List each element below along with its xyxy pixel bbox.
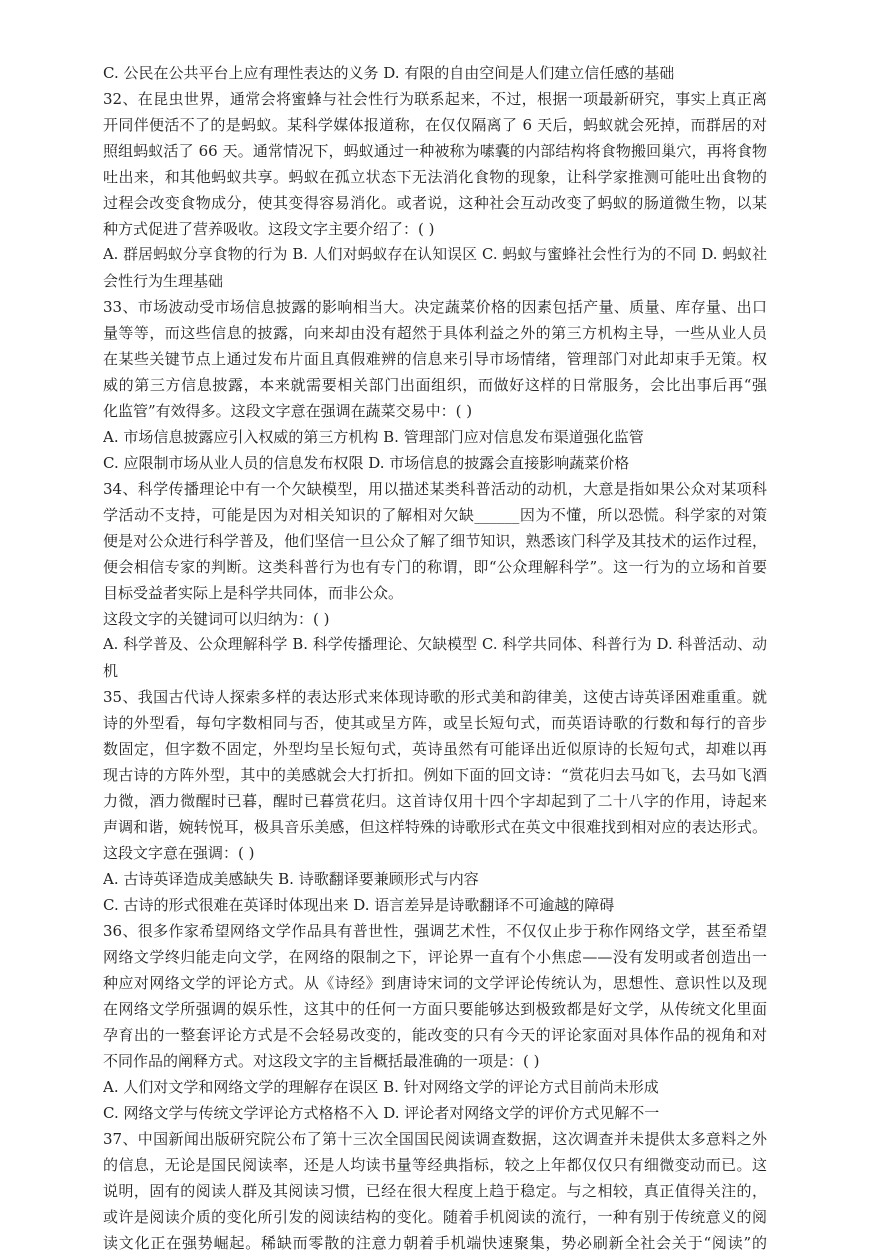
text-line: 吐出来，和其他蚂蚁共享。蚂蚁在孤立状态下无法消化食物的现象，让科学家推测可能吐出食物的 xyxy=(103,168,767,186)
text-line: 便会相信专家的判断。这类科普行为也有专门的称谓，即“公众理解科学”。这一行为的立场和首要 xyxy=(103,558,767,576)
text-line: 的信息，无论是国民阅读率，还是人均读书量等经典指标，较之上年都仅仅只有细微变动而已。这 xyxy=(103,1156,767,1174)
text-line: 力微，酒力微醒时已暮，醒时已暮赏花归。这首诗仅用十四个字却起到了二十八字的作用，诗起来 xyxy=(103,792,767,810)
text-line: 不同作品的阐释方式。对这段文字的主旨概括最准确的一项是：( ) xyxy=(103,1052,540,1070)
text-line: 这段文字意在强调：( ) xyxy=(103,844,255,862)
text-line: 34、科学传播理论中有一个欠缺模型，用以描述某类科普活动的动机，大意是指如果公众对某项科 xyxy=(103,480,767,498)
text-line: 36、很多作家希望网络文学作品具有普世性，强调艺术性，不仅仅止步于称作网络文学，甚至希望 xyxy=(103,922,767,940)
text-line: A. 人们对文学和网络文学的理解存在误区 B. 针对网络文学的评论方式目前尚未形成 xyxy=(103,1078,659,1096)
text-line: C. 网络文学与传统文学评论方式格格不入 D. 评论者对网络文学的评价方式见解不一 xyxy=(103,1104,660,1122)
text-line: 说明，固有的阅读人群及其阅读习惯，已经在很大程度上趋于稳定。与之相较，真正值得关注的， xyxy=(103,1182,767,1200)
text-line: 网络文学终归能走向文学，在网络的限制之下，评论界一直有个小焦虑——没有发明或者创造出一 xyxy=(103,948,767,966)
text-line: 学活动不支持，可能是因为对相关知识的了解相对欠缺______因为不懂，所以恐慌。科学家的对策 xyxy=(103,506,767,524)
text-line: 过程会改变食物成分，使其变得容易消化。或者说，这种社会互动改变了蚂蚁的肠道微生物，以某 xyxy=(103,194,767,212)
text-line: A. 科学普及、公众理解科学 B. 科学传播理论、欠缺模型 C. 科学共同体、科普行为 D. 科普活动、动 xyxy=(103,636,767,653)
text-line: 化监管”有效得多。这段文字意在强调在蔬菜交易中：( ) xyxy=(103,402,473,420)
text-line: 量等等，而这些信息的披露，向来却由没有超然于具体利益之外的第三方机构主导，一些从业人员 xyxy=(103,324,767,342)
text-line: A. 群居蚂蚁分享食物的行为 B. 人们对蚂蚁存在认知误区 C. 蚂蚁与蜜蜂社会性行为的不同 D. 蚂蚁社 xyxy=(103,246,767,263)
text-line: 35、我国古代诗人探索多样的表达形式来体现诗歌的形式美和韵律美，这使古诗英译困难重重。就 xyxy=(103,688,767,706)
text-line: 会性行为生理基础 xyxy=(103,272,224,290)
text-line: 在某些关键节点上通过发布片面且真假难辨的信息来引导市场情绪，管理部门对此却束手无策。权 xyxy=(103,350,767,368)
text-line: 37、中国新闻出版研究院公布了第十三次全国国民阅读调查数据，这次调查并未提供太多意料之外 xyxy=(103,1130,767,1148)
text-line: 孕育出的一整套评论方式是不会轻易改变的，能改变的只有今天的评论家面对具体作品的视角和对 xyxy=(103,1026,767,1044)
text-line: 现古诗的方阵外型，其中的美感就会大打折扣。例如下面的回文诗：“赏花归去马如飞，去马如飞酒 xyxy=(103,766,767,784)
text-line: 目标受益者实际上是科学共同体，而非公众。 xyxy=(103,584,404,602)
text-line: C. 应限制市场从业人员的信息发布权限 D. 市场信息的披露会直接影响蔬菜价格 xyxy=(103,454,630,472)
text-line: 开同伴便活不了的是蚂蚁。某科学媒体报道称，在仅仅隔离了 6 天后，蚂蚁就会死掉，而群居的对 xyxy=(103,116,767,134)
text-line: C. 古诗的形式很难在英译时体现出来 D. 语言差异是诗歌翻译不可逾越的障碍 xyxy=(103,896,615,914)
text-line: 照组蚂蚁活了 66 天。通常情况下，蚂蚁通过一种被称为嗉囊的内部结构将食物搬回巢穴，再将食物 xyxy=(103,142,767,160)
text-line: A. 市场信息披露应引入权威的第三方机构 B. 管理部门应对信息发布渠道强化监管 xyxy=(103,428,644,446)
text-line: 威的第三方信息披露，本来就需要相关部门出面组织，而做好这样的日常服务，会比出事后再“强 xyxy=(103,376,767,394)
text-line: 33、市场波动受市场信息披露的影响相当大。决定蔬菜价格的因素包括产量、质量、库存量、出口 xyxy=(103,298,767,316)
text-line: 诗的外型看，每句字数相同与否，使其或呈方阵，或呈长短句式，而英语诗歌的行数和每行的音步 xyxy=(103,714,767,732)
text-line: A. 古诗英译造成美感缺失 B. 诗歌翻译要兼顾形式与内容 xyxy=(103,870,479,888)
text-line: 这段文字的关键词可以归纳为：( ) xyxy=(103,610,330,628)
text-line: 机 xyxy=(103,662,119,680)
text-line: 读文化正在强势崛起。稀缺而零散的注意力朝着手机端快速聚集，势必刷新全社会关于“阅读”的 xyxy=(103,1234,767,1252)
text-line: 32、在昆虫世界，通常会将蜜蜂与社会性行为联系起来，不过，根据一项最新研究，事实上真正离 xyxy=(103,90,767,108)
text-line: 种应对网络文学的评论方式。从《诗经》到唐诗宋词的文学评论传统认为，思想性、意识性以及现 xyxy=(103,974,767,992)
text-line: 数固定，但字数不固定，外型均呈长短句式，英诗虽然有可能译出近似原诗的长短句式，却难以再 xyxy=(103,740,767,758)
document-page xyxy=(103,60,767,1256)
text-line: 便是对公众进行科学普及，他们坚信一旦公众了解了细节知识，熟悉该门科学及其技术的运作过程， xyxy=(103,532,767,550)
text-line: 在网络文学所强调的娱乐性，这其中的任何一方面只要能够达到极致都是好文学，从传统文化里面 xyxy=(103,1000,767,1018)
text-line: 或许是阅读介质的变化所引发的阅读结构的变化。随着手机阅读的流行，一种有别于传统意义的阅 xyxy=(103,1208,767,1226)
text-line: 声调和谐，婉转悦耳，极具音乐美感，但这样特殊的诗歌形式在英文中很难找到相对应的表达形式。 xyxy=(103,818,767,836)
text-line: 种方式促进了营养吸收。这段文字主要介绍了：( ) xyxy=(103,220,435,238)
text-line: C. 公民在公共平台上应有理性表达的义务 D. 有限的自由空间是人们建立信任感的基础 xyxy=(103,64,675,82)
